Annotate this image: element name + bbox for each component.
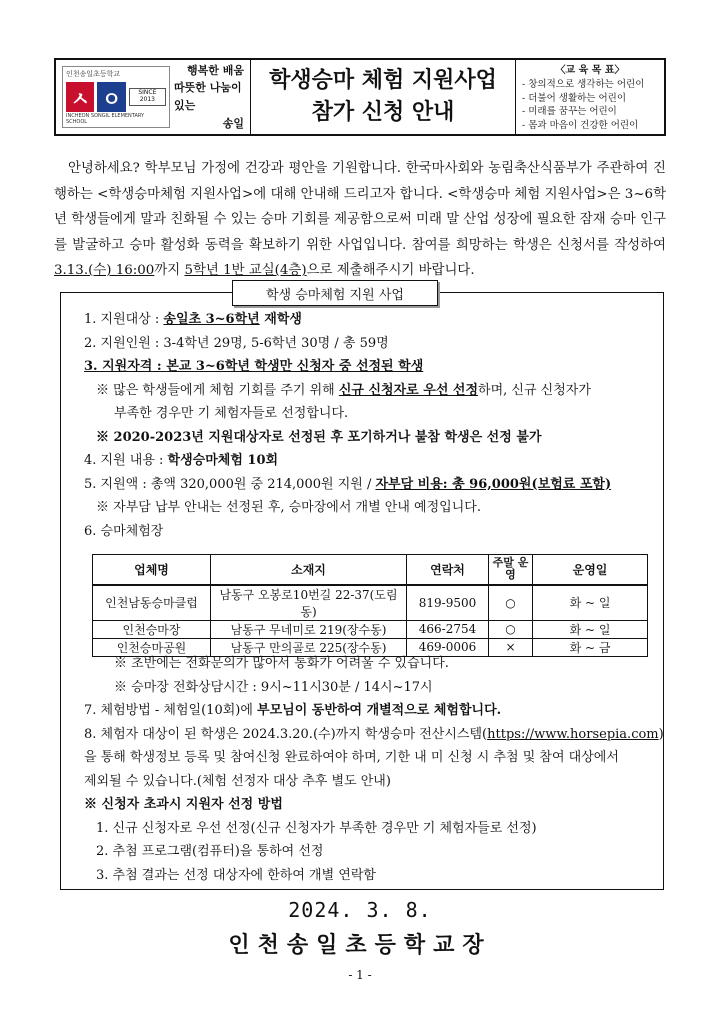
riding-venues-table (92, 554, 648, 657)
page-number: - 1 - (348, 968, 372, 982)
submission-place: 5학년 1반 교실(4층) (184, 263, 307, 278)
note-text: ※ 많은 학생들에게 체험 기회를 주기 위해 (96, 382, 339, 398)
venue-name: 인천남동승마클럽 (93, 585, 211, 621)
item-label: 1. 지원대상 : (84, 312, 164, 327)
logo-letter-blue: ㅇ (97, 82, 125, 112)
logo-school-name: 인천송일초등학교 (66, 70, 121, 78)
item-count: 2. 지원인원 : 3-4학년 29명, 5-6학년 30명 / 총 59명 (84, 335, 389, 351)
section-title: 학생 승마체험 지원 사업 (232, 280, 438, 306)
venue-weekend: × (489, 638, 533, 656)
item-text: 5. 지원액 : 총액 320,000원 중 214,000원 지원 / (84, 476, 376, 492)
note-phone-hours: ※ 승마장 전화상담시간 : 9시~11시30분 / 14시~17시 (114, 679, 433, 695)
note-phone-busy: ※ 초반에는 전화문의가 많아서 통화가 어려울 수 있습니다. (114, 656, 449, 671)
item-registration-cont-2: 제외될 수 있습니다.(체험 선정자 대상 추후 별도 안내) (84, 773, 391, 789)
venue-weekend: ○ (489, 620, 533, 638)
intro-text-2: 까지 (154, 263, 185, 278)
item-value: 본교 3~6학년 학생만 신청자 중 선정된 학생 (166, 359, 424, 374)
selection-method-item: 3. 추첨 결과는 선정 대상자에 한하여 개별 연락함 (96, 867, 376, 883)
item-registration (84, 723, 664, 747)
item-text: 8. 체험자 대상이 된 학생은 2024.3.20.(수)까지 학생승마 전산시스템( (84, 726, 488, 742)
title-line-2: 참가 신청 안내 (311, 100, 455, 125)
goals-heading: 〈교 육 목 표〉 (555, 65, 625, 76)
note-emphasis: 신규 신청자로 우선 선정 (338, 382, 479, 398)
principal-signature: 인천송일초등학교장 (228, 932, 492, 958)
note-payment: ※ 자부담 납부 안내는 선정된 후, 승마장에서 개별 안내 예정입니다. (96, 500, 481, 515)
deadline: 3.13.(수) 16:00 (54, 263, 155, 278)
goal-item: - 창의적으로 생각하는 어린이 (522, 79, 645, 91)
venue-days: 화 ~ 일 (533, 585, 648, 621)
note-exclusion: ※ 2020-2023년 지원대상자로 선정된 후 포기하거나 불참 학생은 선정 불가 (96, 429, 542, 445)
item-venues: 6. 승마체험장 (84, 523, 164, 539)
col-header-name: 업체명 (93, 555, 211, 585)
note-priority-cont: 부족한 경우만 기 체험자들로 선정합니다. (114, 406, 349, 421)
self-pay-amount: 자부담 비용: 총 96,000원(보험료 포함) (375, 476, 612, 492)
education-goals (516, 60, 664, 134)
item-eligibility (84, 355, 656, 379)
logo-since: SINCE 2013 (129, 88, 166, 105)
item-amount (84, 473, 656, 497)
intro-paragraph (54, 156, 666, 284)
item-content (84, 449, 656, 473)
item-target (84, 308, 656, 332)
item-registration-cont: 을 통해 학생정보 등록 및 참여신청 완료하여야 하며, 기한 내 미 신청 시 추첨 및 참여 대상에서 (84, 750, 619, 765)
selection-method-item: 2. 추첨 프로그램(컴퓨터)을 통하여 선정 (96, 844, 324, 859)
item-value: 학생승마체험 10회 (167, 453, 279, 468)
school-logo (62, 66, 170, 128)
document-title (251, 60, 516, 134)
col-header-address: 소재지 (211, 555, 407, 585)
intro-text-3: 으로 제출해주시기 바랍니다. (306, 263, 475, 278)
item-value: 송일초 3~6학년 (163, 312, 260, 327)
venue-days: 화 ~ 일 (533, 620, 648, 638)
item-text: ) (658, 726, 664, 742)
venue-name: 인천승마장 (93, 620, 211, 638)
venue-phone: 469-0006 (407, 638, 489, 656)
table-header-row (93, 555, 648, 585)
school-slogan (174, 62, 244, 132)
note-text: 하며, 신규 신청자가 (478, 382, 591, 398)
item-emphasis: 부모님이 동반하여 개별적으로 체험합니다. (257, 703, 502, 718)
logo-school-en: INCHEON SONGIL ELEMENTARY SCHOOL (66, 113, 145, 125)
venue-weekend: ○ (489, 585, 533, 621)
venue-days: 화 ~ 금 (533, 638, 648, 656)
venue-phone: 466-2754 (407, 620, 489, 638)
letterhead (54, 58, 666, 136)
table-row (93, 620, 648, 638)
goal-item: - 몸과 마음이 건강한 어린이 (522, 119, 639, 131)
slogan-line-1: 행복한 배움 (187, 63, 244, 77)
item-text: 7. 체험방법 - 체험일(10회)에 (84, 703, 258, 718)
intro-text: 안녕하세요? 학부모님 가정에 건강과 평안을 기원합니다. 한국마사회와 농림축산식품부가 주관하여 진행하는 <학생승마체험 지원사업>에 대해 안내해 드리고자 합니다. <학생승마 체험 지원사업>은 3~6학년 학생들에게 말과 친화될 수 있는 승마 기회를 제공함으로써 미래 말 산업 성장에 필요한 잠재 승마 인구를 발굴하고 승마 활성화 동력을 확보하기 위한 사업입니다. 참여를 희망하는 학생은 신청서를 작성하여 (54, 161, 666, 253)
venue-name: 인천승마공원 (93, 638, 211, 656)
school-branding (56, 60, 251, 134)
logo-letter-red: ㅅ (66, 82, 94, 112)
selection-method-heading: ※ 신청자 초과시 지원자 선정 방법 (84, 797, 283, 812)
venue-address: 남동구 무네미로 219(장수동) (211, 620, 407, 638)
goal-item: - 더불어 생활하는 어린이 (522, 92, 627, 104)
item-label: 4. 지원 내용 : (84, 453, 168, 468)
item-method (84, 699, 656, 723)
venue-address: 남동구 오봉로10번길 22-37(도림동) (211, 585, 407, 621)
venue-phone: 819-9500 (407, 585, 489, 621)
goal-item: - 미래를 꿈꾸는 어린이 (522, 106, 617, 118)
program-details-lower (84, 652, 664, 887)
note-priority (84, 379, 656, 403)
col-header-days: 운영일 (533, 555, 648, 585)
program-details (84, 308, 656, 543)
col-header-weekend: 주말 운영 (489, 555, 533, 585)
selection-method-item: 1. 신규 신청자로 우선 선정(신규 신청자가 부족한 경우만 기 체험자들로 선정) (96, 820, 537, 836)
item-label: 3. 지원자격 : (84, 359, 167, 374)
horsepia-link[interactable]: https://www.horsepia.com (487, 726, 659, 742)
table-row (93, 585, 648, 621)
col-header-phone: 연락처 (407, 555, 489, 585)
title-line-1: 학생승마 체험 지원사업 (269, 68, 497, 94)
item-value-tail: 재학생 (259, 312, 302, 327)
slogan-line-2: 따뜻한 나눔이 있는 (174, 81, 242, 112)
venue-address: 남동구 만의골로 225(장수동) (211, 638, 407, 656)
slogan-line-3: 송일 (222, 116, 244, 130)
document-date: 2024. 3. 8. (288, 898, 432, 922)
